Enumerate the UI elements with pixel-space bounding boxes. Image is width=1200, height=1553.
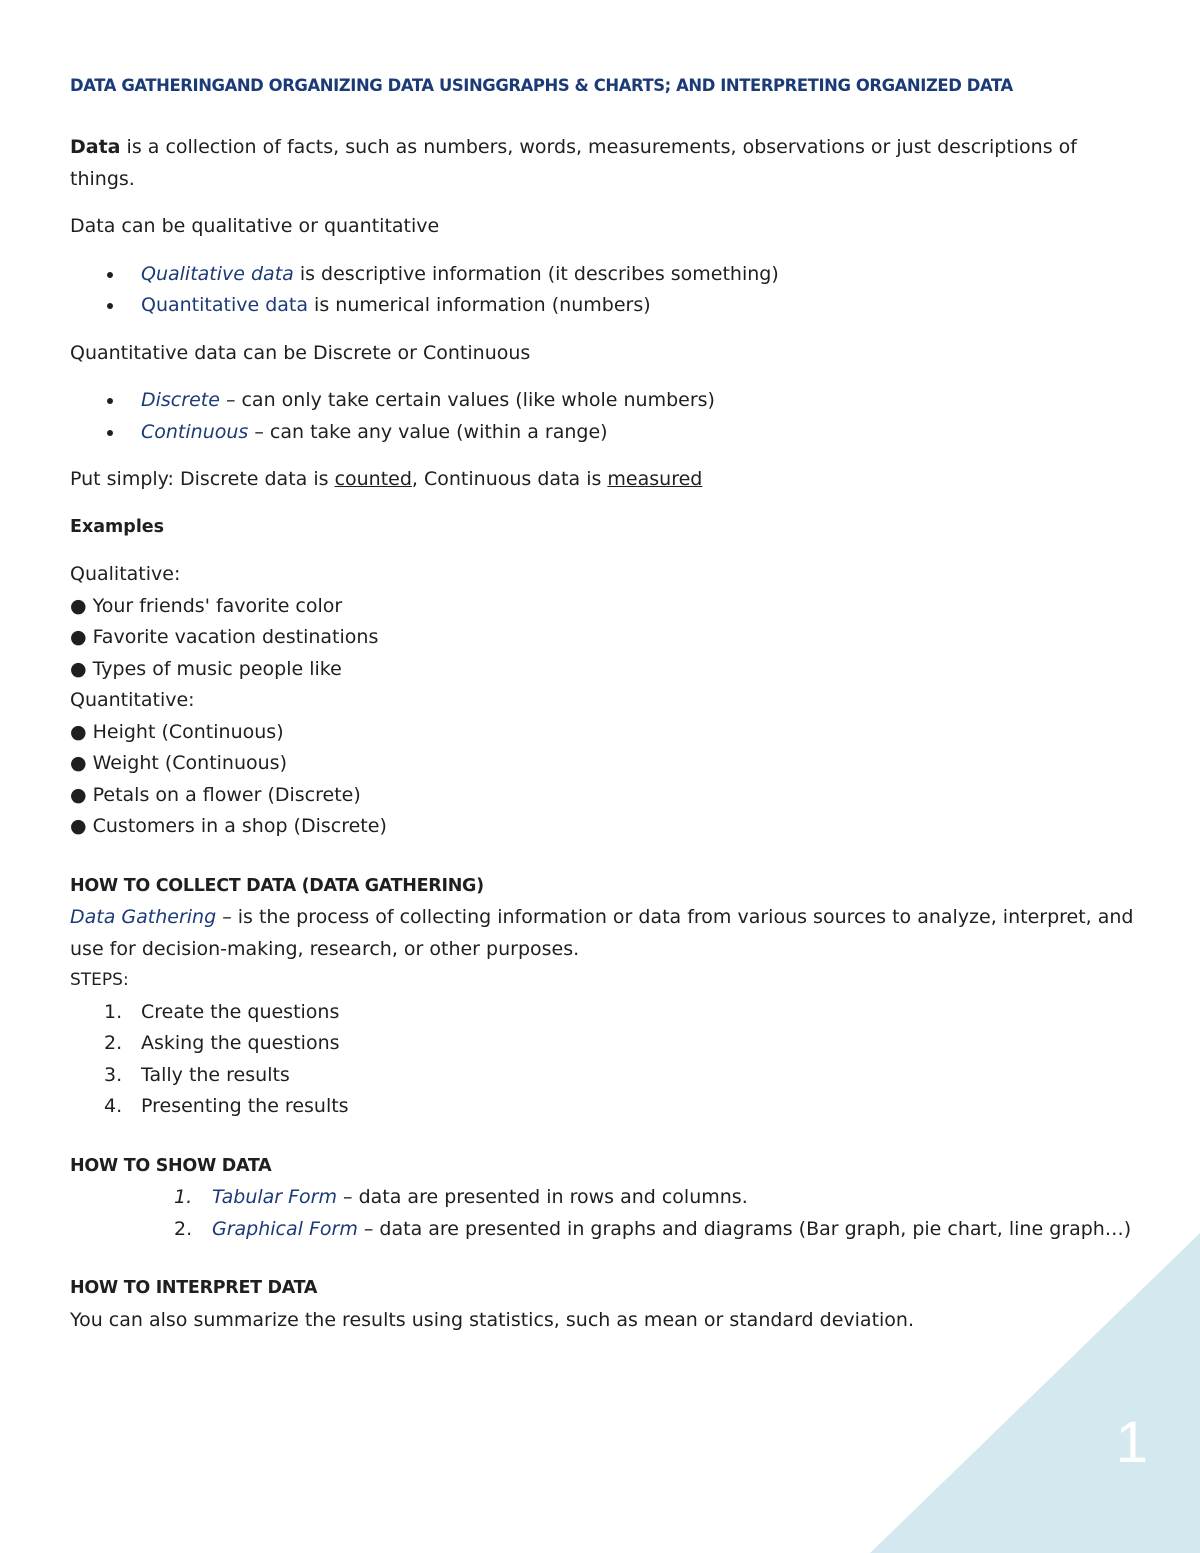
quant-types-list xyxy=(70,385,1140,448)
data-definition-text: is a collection of facts, such as numbers, words, measurements, observations or just descriptions of things. xyxy=(70,136,1077,190)
list-item xyxy=(70,997,1140,1029)
list-item xyxy=(70,1028,1140,1060)
list-item: ● Your friends' favorite color xyxy=(70,594,343,617)
show-heading: HOW TO SHOW DATA xyxy=(70,1155,272,1176)
collect-term: Data Gathering xyxy=(70,906,217,928)
step-text: Tally the results xyxy=(141,1063,290,1086)
type-term: Quantitative data xyxy=(141,294,309,316)
simply-prefix: Put simply: Discrete data is xyxy=(70,468,335,490)
quant-text: – can only take certain values (like whole numbers) xyxy=(219,389,715,411)
list-item xyxy=(70,259,1140,291)
show-section xyxy=(70,1151,1140,1246)
list-item xyxy=(70,1182,1140,1214)
step-number: 1. xyxy=(104,1000,123,1023)
collect-definition xyxy=(70,902,1140,965)
types-intro: Data can be qualitative or quantitative xyxy=(70,215,440,237)
step-text: Create the questions xyxy=(141,1000,340,1023)
interpret-heading: HOW TO INTERPRET DATA xyxy=(70,1278,318,1298)
step-number: 3. xyxy=(104,1063,123,1086)
simply-middle: , Continuous data is xyxy=(411,468,608,490)
steps-label: STEPS: xyxy=(70,970,129,990)
type-term: Qualitative data xyxy=(141,262,294,285)
collect-heading: HOW TO COLLECT DATA (DATA GATHERING) xyxy=(70,875,484,896)
list-item xyxy=(70,1060,1140,1092)
collect-text: – is the process of collecting information or data from various sources to analyze, interpret, and use for decision-making, research, or other purposes. xyxy=(70,906,1134,960)
show-text: – data are presented in rows and columns. xyxy=(337,1186,748,1208)
interpret-section xyxy=(70,1273,1140,1336)
list-item: ● Customers in a shop (Discrete) xyxy=(70,815,387,837)
data-types-list xyxy=(70,259,1140,322)
step-text: Asking the questions xyxy=(141,1032,340,1054)
counted-word: counted xyxy=(334,468,412,490)
data-definition xyxy=(70,132,1140,195)
list-item xyxy=(70,1214,1140,1246)
list-item: ● Weight (Continuous) xyxy=(70,752,287,774)
document-body xyxy=(70,72,1140,1336)
list-item: ● Height (Continuous) xyxy=(70,720,284,743)
collect-section xyxy=(70,871,1140,1123)
show-number: 1. xyxy=(174,1186,193,1208)
interpret-text: You can also summarize the results using statistics, such as mean or standard deviation. xyxy=(70,1308,914,1331)
list-item xyxy=(70,290,1140,322)
examples-heading: Examples xyxy=(70,516,165,537)
page-title: DATA GATHERINGAND ORGANIZING DATA USINGGRAPHS & CHARTS; AND INTERPRETING ORGANIZED DATA xyxy=(70,76,1013,95)
quant-intro: Quantitative data can be Discrete or Continuous xyxy=(70,341,531,364)
list-item xyxy=(70,1091,1140,1123)
examples-block xyxy=(70,559,1140,843)
list-item xyxy=(70,417,1140,449)
show-number: 2. xyxy=(174,1217,193,1240)
step-number: 4. xyxy=(104,1095,123,1117)
data-term: Data xyxy=(70,136,121,158)
show-list xyxy=(70,1182,1140,1245)
type-text: is numerical information (numbers) xyxy=(308,294,651,316)
step-text: Presenting the results xyxy=(141,1095,349,1117)
show-term: Tabular Form xyxy=(212,1186,338,1208)
list-item: ● Favorite vacation destinations xyxy=(70,626,379,648)
put-simply xyxy=(70,464,1140,496)
type-text: is descriptive information (it describes something) xyxy=(293,262,779,285)
list-item: ● Types of music people like xyxy=(70,657,342,680)
page-number: 1 xyxy=(1115,1410,1148,1475)
qualitative-label: Qualitative: xyxy=(70,563,181,585)
show-term: Graphical Form xyxy=(212,1217,358,1240)
list-item xyxy=(70,385,1140,417)
quantitative-label: Quantitative: xyxy=(70,689,195,711)
show-text: – data are presented in graphs and diagrams (Bar graph, pie chart, line graph…) xyxy=(357,1217,1132,1240)
measured-word: measured xyxy=(607,468,703,490)
quant-term: Discrete xyxy=(141,389,220,411)
quant-term: Continuous xyxy=(141,420,249,443)
list-item: ● Petals on a flower (Discrete) xyxy=(70,783,361,806)
quant-text: – can take any value (within a range) xyxy=(248,420,608,443)
step-number: 2. xyxy=(104,1032,123,1054)
steps-list xyxy=(70,997,1140,1123)
